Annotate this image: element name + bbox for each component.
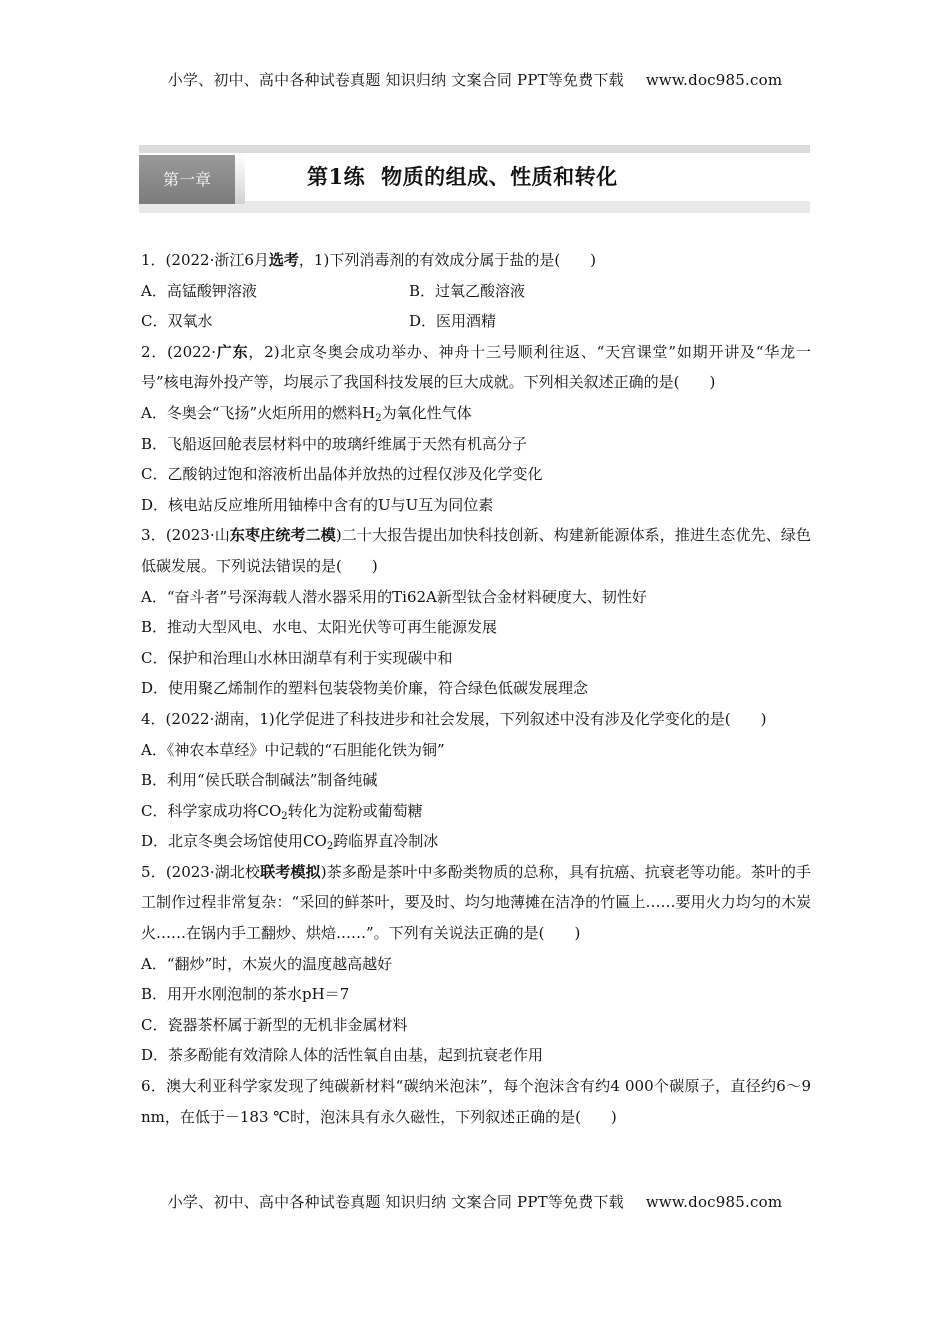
question-text: 茶多酚是茶叶中多酚类物质的总称，具有抗癌、抗衰老等功能。茶叶的手工制作过程非常复杂：“采回的鲜茶叶，要及时、均匀地薄摊在洁净的竹匾上……要用火力均匀的木炭火……在锅内手工翻炒、烘焙……”。下列有关说法正确的是( ) (141, 862, 811, 943)
question-6-stem (141, 1071, 811, 1132)
option-d: D．北京冬奥会场馆使用$CO_2$跨临界直冷制冰 (141, 832, 439, 853)
question-source: (2023·湖北校联考模拟) (165, 862, 327, 881)
option-c: C．保护和治理山水林田湖草有利于实现碳中和 (141, 648, 453, 667)
option-b: B．过氧乙酸溶液 (409, 281, 526, 300)
question-3-stem (141, 520, 811, 581)
question-number: 5． (141, 862, 166, 881)
option-a: A．《神农本草经》中记载的“石胆能化铁为铜” (141, 740, 445, 759)
banner-title-area (245, 153, 810, 201)
option-b: B．用开水刚泡制的茶水pH＝7 (141, 985, 350, 1004)
option-a: A．冬奥会“飞扬”火炬所用的燃料$H_2$为氧化性气体 (141, 403, 472, 424)
option-b: B．飞船返回舱表层材料中的玻璃纤维属于天然有机高分子 (141, 434, 528, 453)
question-list (141, 245, 811, 1132)
option-a: A．“翻炒”时，木炭火的温度越高越好 (141, 954, 393, 973)
question-number: 2． (141, 342, 168, 361)
option-a: A．“奋斗者”号深海载人潜水器采用的Ti62A新型钛合金材料硬度大、韧性好 (141, 587, 647, 606)
option-c: C．科学家成功将$CO_2$转化为淀粉或葡萄糖 (141, 801, 423, 822)
question-source: (2022·湖南，1) (165, 709, 275, 728)
question-source: (2023·山东枣庄统考二模) (165, 526, 342, 545)
question-number: 6． (141, 1077, 167, 1096)
option-b: B．推动大型风电、水电、太阳光伏等可再生能源发展 (141, 618, 498, 637)
question-1-stem (141, 245, 811, 276)
question-number: 3． (141, 526, 166, 545)
question-source: (2022·广东，2) (167, 342, 280, 361)
option-d: D．核电站反应堆所用铀棒中含有的U与U互为同位素 (141, 495, 494, 514)
question-text: 化学促进了科技进步和社会发展，下列叙述中没有涉及化学变化的是( ) (274, 709, 767, 728)
page-footer (0, 1191, 950, 1212)
header-text: 小学、初中、高中各种试卷真题 知识归纳 文案合同 PPT等免费下载 (167, 71, 624, 89)
option-d: D．医用酒精 (409, 312, 497, 331)
question-text: 北京冬奥会成功举办、神舟十三号顺利往返、“天宫课堂”如期开讲及“华龙一号”核电海外投产等，均展示了我国科技发展的巨大成就。下列相关叙述正确的是( ) (141, 342, 811, 392)
question-text: 澳大利亚科学家发现了纯碳新材料“碳纳米泡沫”，每个泡沫含有约4 000个碳原子，直径约6～9 nm，在低于－183 ℃时，泡沫具有永久磁性，下列叙述正确的是( ) (141, 1077, 811, 1126)
option-c: C．双氧水 (141, 312, 213, 331)
banner-top-bar (139, 145, 810, 153)
question-text: 二十大报告提出加快科技创新、构建新能源体系，推进生态优先、绿色低碳发展。下列说法错误的是( ) (141, 526, 811, 575)
page-header (0, 69, 950, 90)
chapter-tab: 第一章 (139, 155, 235, 204)
question-4-stem (141, 704, 811, 735)
question-1-options-row-1 (141, 276, 811, 307)
option-d: D．使用聚乙烯制作的塑料包装袋物美价廉，符合绿色低碳发展理念 (141, 679, 589, 698)
option-d: D．茶多酚能有效清除人体的活性氧自由基，起到抗衰老作用 (141, 1046, 544, 1065)
lesson-title (307, 161, 618, 193)
question-5-stem (141, 857, 811, 949)
tab-notch (235, 155, 245, 204)
question-number: 1． (141, 251, 166, 269)
question-text: 下列消毒剂的有效成分属于盐的是( ) (329, 251, 597, 269)
question-2-stem (141, 337, 811, 398)
footer-text: 小学、初中、高中各种试卷真题 知识归纳 文案合同 PPT等免费下载 (167, 1193, 624, 1211)
question-1-options-row-2 (141, 306, 811, 337)
footer-site: www.doc985.com (645, 1193, 783, 1211)
lesson-number: 第1练 (307, 164, 366, 189)
question-number: 4． (141, 709, 166, 728)
option-c: C．瓷器茶杯属于新型的无机非金属材料 (141, 1015, 408, 1034)
question-source: (2022·浙江6月选考，1) (165, 251, 330, 269)
lesson-title-text: 物质的组成、性质和转化 (381, 164, 618, 189)
chapter-banner (139, 145, 810, 213)
option-a: A．高锰酸钾溶液 (141, 281, 257, 300)
header-site: www.doc985.com (645, 71, 783, 89)
option-b: B．利用“侯氏联合制碱法”制备纯碱 (141, 771, 378, 790)
option-c: C．乙酸钠过饱和溶液析出晶体并放热的过程仅涉及化学变化 (141, 465, 543, 484)
